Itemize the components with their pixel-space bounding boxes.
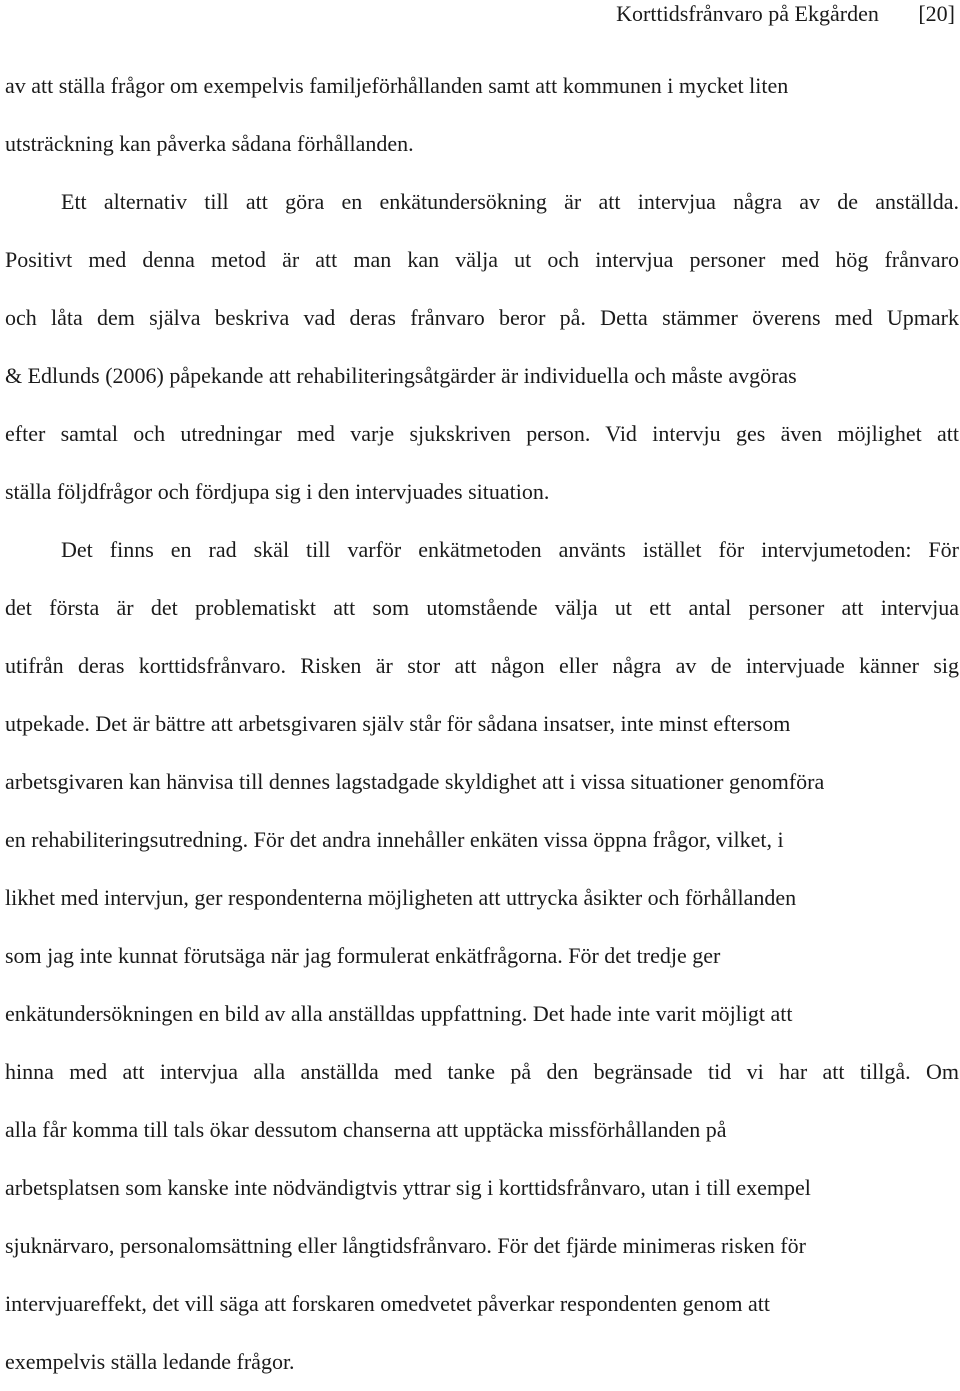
text-line: ställa följdfrågor och fördjupa sig i den intervjuades situation. [5,479,550,504]
text-line: hinna med att intervjua alla anställda med tanke på den begränsade tid vi har att tillgå. Om [5,1059,959,1084]
text-line: det första är det problematiskt att som utomstående välja ut ett antal personer att intervjua [5,595,959,620]
text-line: alla får komma till tals ökar dessutom chanserna att upptäcka missförhållanden på [5,1117,727,1142]
body-text [5,57,960,1391]
text-line: likhet med intervjun, ger respondenterna möjligheten att uttrycka åsikter och förhållanden [5,885,797,910]
text-line: & Edlunds (2006) påpekande att rehabiliteringsåtgärder är individuella och måste avgöras [5,363,797,388]
header-title: Korttidsfrånvaro på Ekgården [616,1,879,26]
text-line: utsträckning kan påverka sådana förhållanden. [5,131,414,156]
text-line: utpekade. Det är bättre att arbetsgivaren själv står för sådana insatser, inte minst eftersom [5,711,791,736]
text-line: av att ställa frågor om exempelvis familjeförhållanden samt att kommunen i mycket liten [5,73,789,98]
running-header [616,0,955,28]
text-line: intervjuareffekt, det vill säga att forskaren omedvetet påverkar respondenten genom att [5,1291,771,1316]
text-line: Ett alternativ till att göra en enkätundersökning är att intervjua några av de anställda. [61,189,959,214]
text-line: som jag inte kunnat förutsäga när jag formulerat enkätfrågorna. För det tredje ger [5,943,721,968]
text-line: exempelvis ställa ledande frågor. [5,1349,295,1374]
text-line: sjuknärvaro, personalomsättning eller långtidsfrånvaro. För det fjärde minimeras risken för [5,1233,806,1258]
text-line: efter samtal och utredningar med varje sjukskriven person. Vid intervju ges även möjlighet att [5,421,959,446]
text-line: arbetsplatsen som kanske inte nödvändigtvis yttrar sig i korttidsfrånvaro, utan i till exempel [5,1175,811,1200]
text-line: en rehabiliteringsutredning. För det andra innehåller enkäten vissa öppna frågor, vilket, i [5,827,784,852]
text-line: arbetsgivaren kan hänvisa till dennes lagstadgade skyldighet att i vissa situationer genomföra [5,769,825,794]
text-line: Det finns en rad skäl till varför enkätmetoden använts istället för intervjumetoden: För [61,537,959,562]
text-line: och låta dem själva beskriva vad deras frånvaro beror på. Detta stämmer överens med Upmark [5,305,959,330]
text-line: Positivt med denna metod är att man kan välja ut och intervjua personer med hög frånvaro [5,247,959,272]
page-number: [20] [918,1,955,26]
text-line: enkätundersökningen en bild av alla anställdas uppfattning. Det hade inte varit möjligt att [5,1001,793,1026]
text-line: utifrån deras korttidsfrånvaro. Risken är stor att någon eller några av de intervjuade känner sig [5,653,959,678]
